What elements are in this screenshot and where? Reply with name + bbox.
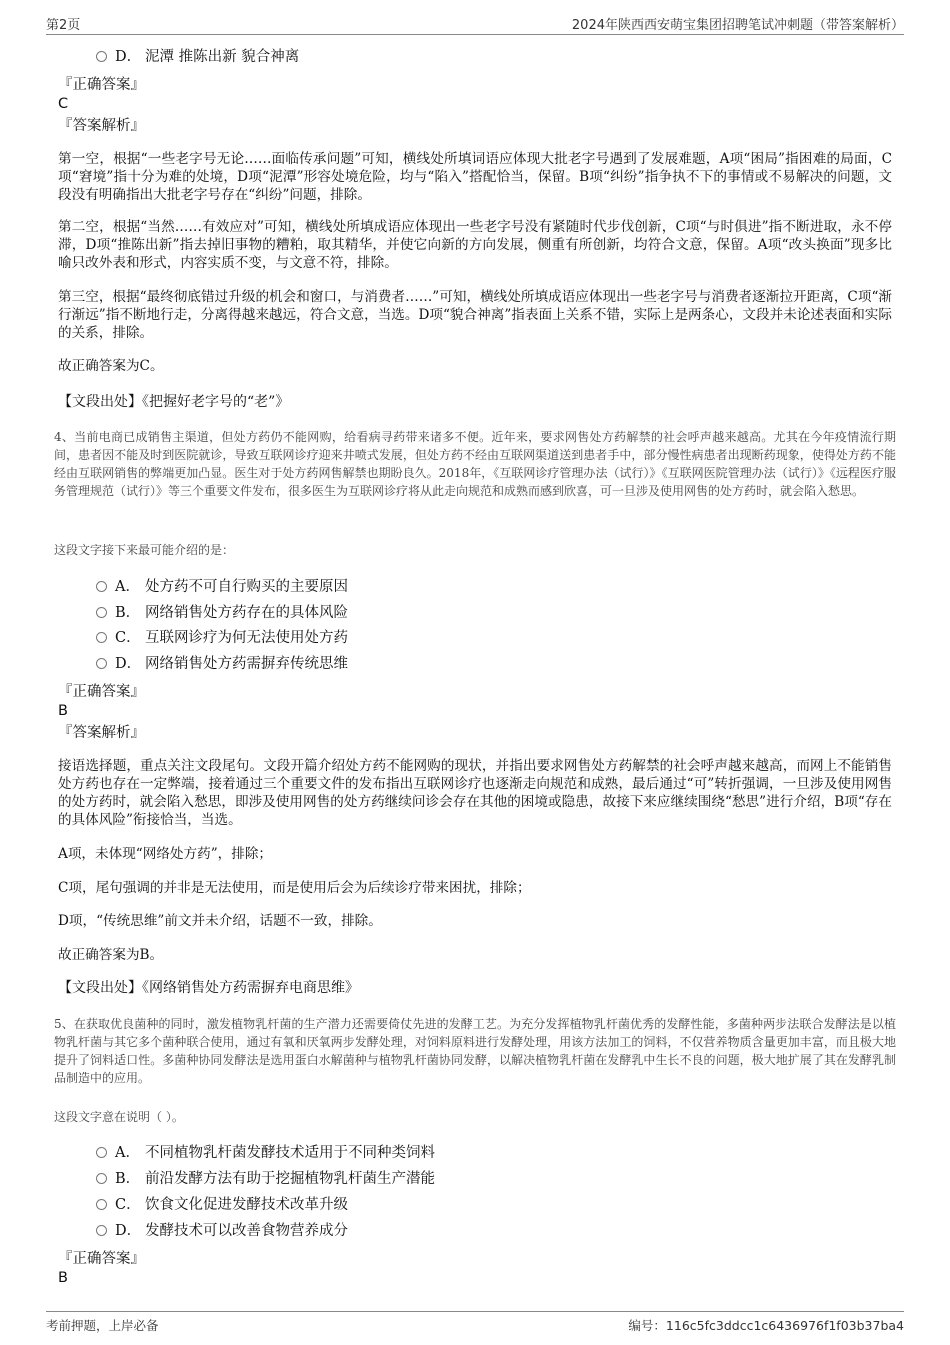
q4-answer-label: 『正确答案』 <box>58 684 145 700</box>
q4-stem: 4、当前电商已成销售主渠道，但处方药仍不能网购，给看病寻药带来诸多不便。近年来，要求网售处方药解禁的社会呼声越来越高。尤其在今年疫情流行期间，患者因不能及时到医院就诊，导致互联网诊疗迎来井喷式发展，但处方药不经由互联网渠道送到患者手中，部分慢性病患者出现断药现象，使得处方药不能经由互联网销售的弊端更加凸显。医生对于处方药网售解禁也期盼良久。2018年，《互联网诊疗管理办法（试行）》《互联网医院管理办法（试行）》《远程医疗服务管理规范（试行）》等三个重要文件发布，很多医生为互联网诊疗将从此走向规范和成熟而感到欣喜，可一旦涉及使用网售的处方药时，就会陷入愁思。 <box>54 430 896 498</box>
radio-icon[interactable] <box>96 1147 107 1158</box>
footer-slogan: 考前押题，上岸必备 <box>46 1318 159 1333</box>
option-text: 发酵技术可以改善食物营养成分 <box>145 1223 348 1239</box>
option-letter: D． <box>115 49 142 65</box>
q4-analysis-label: 『答案解析』 <box>58 725 145 741</box>
q3-answer-label: 『正确答案』 <box>58 77 145 93</box>
q5-question: 这段文字意在说明（ ）。 <box>54 1110 184 1124</box>
option-text: 网络销售处方药需摒弃传统思维 <box>145 656 348 672</box>
option-text: 网络销售处方药存在的具体风险 <box>145 605 348 621</box>
q4-analysis-para-1: 接语选择题，重点关注文段尾句。文段开篇介绍处方药不能网购的现状，并指出要求网售处方药解禁的社会呼声越来越高，而网上不能销售处方药也存在一定弊端，接着通过三个重要文件的发布指出互联网诊疗也逐渐走向规范和成熟，最后通过“可”转折强调，一旦涉及使用网售的处方药时，就会陷入愁思，即涉及使用网售的处方药继续问诊会存在其他的困境或隐患，故接下来应继续围绕“愁思”进行介绍，B项“存在的具体风险”衔接恰当，当选。 <box>58 758 892 828</box>
q3-answer: C <box>58 96 69 112</box>
radio-icon[interactable] <box>96 581 107 592</box>
q3-analysis-para-3: 第三空，根据“最终彻底错过升级的机会和窗口，与消费者……”可知，横线处所填成语应体现出一些老字号与消费者逐渐拉开距离，C项“渐行渐远”指不断地行走，分离得越来越远，符合文意，当选。D项“貌合神离”指表面上关系不错，实际上是两条心，文段并未论述表面和实际的关系，排除。 <box>58 289 892 341</box>
q5-option-c[interactable] <box>96 1194 348 1216</box>
option-letter: C． <box>115 1197 141 1213</box>
q4-question: 这段文字接下来最可能介绍的是： <box>54 543 235 557</box>
q3-analysis-para-2: 第二空，根据“当然……有效应对”可知，横线处所填成语应体现出一些老字号没有紧随时代步伐创新，C项“与时俱进”指不断进取，永不停滞，D项“推陈出新”指去掉旧事物的糟粕，取其精华，并使它向新的方向发展，侧重有所创新，均符合文意，保留。A项“改头换面”现多比喻只改外表和形式，内容实质不变，与文意不符，排除。 <box>58 219 892 271</box>
option-text: 互联网诊疗为何无法使用处方药 <box>145 630 348 646</box>
q4-answer: B <box>58 703 68 719</box>
q5-option-b[interactable] <box>96 1168 435 1190</box>
q5-stem: 5、在获取优良菌种的同时，激发植物乳杆菌的生产潜力还需要倚仗先进的发酵工艺。为充分发挥植物乳杆菌优秀的发酵性能，多菌种两步法联合发酵法是以植物乳杆菌与其它多个菌种联合使用，通过有氧和厌氧两步发酵处理，对饲料原料进行发酵处理，用该方法加工的饲料，不仅营养物质含量更加丰富，而且极大地提升了饲料适口性。多菌种协同发酵法是选用蛋白水解菌种与植物乳杆菌协同发酵，以解决植物乳杆菌在发酵乳中生长不良的问题，极大地扩展了其在发酵乳制品制造中的应用。 <box>54 1017 896 1085</box>
option-letter: B． <box>115 1171 141 1187</box>
q4-option-c[interactable] <box>96 627 348 649</box>
q4-analysis-para-2: A项，未体现“网络处方药”，排除； <box>58 846 273 862</box>
radio-icon[interactable] <box>96 632 107 643</box>
option-text: 泥潭 推陈出新 貌合神离 <box>145 49 300 65</box>
option-text: 处方药不可自行购买的主要原因 <box>145 579 348 595</box>
option-letter: C． <box>115 630 141 646</box>
q4-analysis-para-3: C项，尾句强调的并非是无法使用，而是使用后会为后续诊疗带来困扰，排除； <box>58 880 531 896</box>
q5-option-a[interactable] <box>96 1142 435 1164</box>
q3-source: 【文段出处】《把握好老字号的“老”》 <box>58 394 290 410</box>
option-letter: A． <box>115 579 140 595</box>
q5-option-d[interactable] <box>96 1220 348 1242</box>
q5-answer: B <box>58 1270 68 1286</box>
option-text: 不同植物乳杆菌发酵技术适用于不同种类饲料 <box>145 1145 435 1161</box>
radio-icon[interactable] <box>96 1173 107 1184</box>
q4-option-a[interactable] <box>96 576 348 598</box>
option-letter: D． <box>115 1223 142 1239</box>
q3-analysis-para-1: 第一空，根据“一些老字号无论……面临传承问题”可知，横线处所填词语应体现大批老字号遇到了发展难题，A项“困局”指困难的局面，C项“窘境”指十分为难的处境，D项“泥潭”形容处境危险，均与“陷入”搭配恰当，保留。B项“纠纷”指争执不下的事情或不易解决的问题，文段没有明确指出大批老字号存在“纠纷”问题，排除。 <box>58 151 892 203</box>
q3-analysis-para-4: 故正确答案为C。 <box>58 358 164 374</box>
radio-icon[interactable] <box>96 51 107 62</box>
q4-analysis-para-5: 故正确答案为B。 <box>58 947 164 963</box>
radio-icon[interactable] <box>96 1225 107 1236</box>
q4-option-b[interactable] <box>96 602 348 624</box>
radio-icon[interactable] <box>96 607 107 618</box>
option-text: 前沿发酵方法有助于挖掘植物乳杆菌生产潜能 <box>145 1171 435 1187</box>
q5-answer-label: 『正确答案』 <box>58 1251 145 1267</box>
radio-icon[interactable] <box>96 658 107 669</box>
option-text: 饮食文化促进发酵技术改革升级 <box>145 1197 348 1213</box>
q3-analysis-label: 『答案解析』 <box>58 118 145 134</box>
page-number: 第2页 <box>46 18 81 33</box>
document-title: 2024年陕西西安萌宝集团招聘笔试冲刺题（带答案解析） <box>571 18 904 33</box>
document-id: 编号：116c5fc3ddcc1c6436976f1f03b37ba4 <box>628 1318 904 1333</box>
option-letter: B． <box>115 605 141 621</box>
q3-option-d[interactable] <box>96 46 299 68</box>
q4-source: 【文段出处】《网络销售处方药需摒弃电商思维》 <box>58 980 359 996</box>
page-header <box>46 12 904 35</box>
radio-icon[interactable] <box>96 1199 107 1210</box>
page-footer <box>46 1311 904 1338</box>
q4-option-d[interactable] <box>96 653 348 675</box>
option-letter: A． <box>115 1145 140 1161</box>
q4-analysis-para-4: D项，“传统思维”前文并未介绍，话题不一致，排除。 <box>58 913 382 929</box>
option-letter: D． <box>115 656 142 672</box>
